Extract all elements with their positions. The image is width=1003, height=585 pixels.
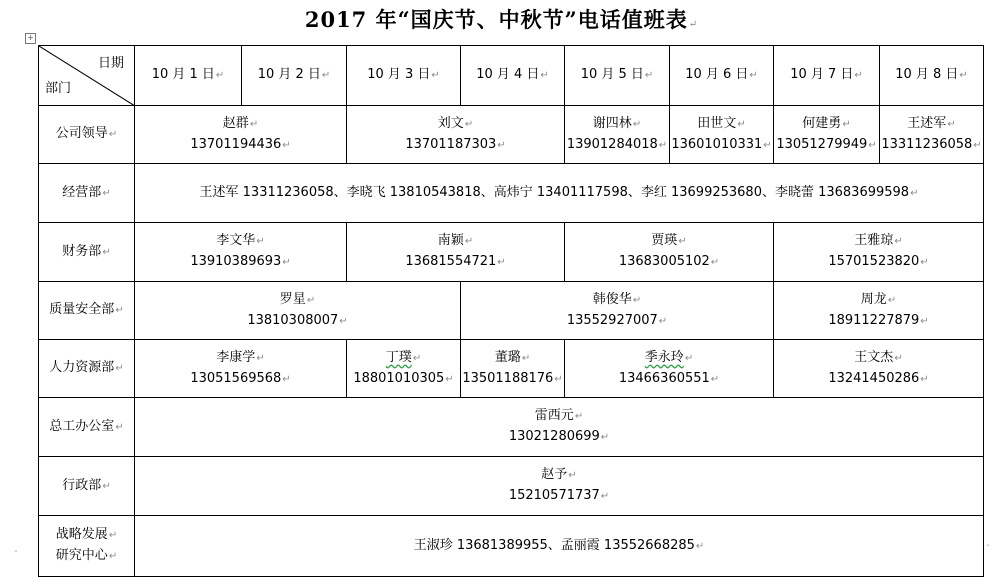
date-header-6: 10 月 6 日↵ [670,46,774,106]
dept-leaders: 公司领导↵ [39,106,135,164]
duty-cell: 董璐↵ 13501188176↵ [461,340,565,398]
duty-cell: 丁璞↵ 18801010305↵ [347,340,461,398]
duty-cell: 李康学↵ 13051569568↵ [135,340,347,398]
person-name: 丁璞 [385,349,412,365]
date-header-2: 10 月 2 日↵ [242,46,347,106]
dept-finance: 财务部↵ [39,223,135,282]
phone-number: 13021280699 [508,429,600,444]
phone-number: 13552927007 [566,312,658,328]
phone-number: 13910389693 [190,254,282,269]
phone-number: 13681554721 [405,254,497,269]
dept-quality: 质量安全部↵ [39,282,135,340]
phone-number: 13683005102 [618,254,710,269]
duty-cell: 季永玲↵ 13466360551↵ [565,340,774,398]
date-header-7: 10 月 7 日↵ [774,46,880,106]
phone-number: 18801010305 [353,370,445,386]
row-business [39,164,984,223]
duty-list: 王述军 13311236058、李晓飞 13810543818、高炜宁 13401117598、李红 13699253680、李晓蕾 13683699598 [199,184,910,200]
page-title: 2017 年“国庆节、中秋节”电话值班表↵ [304,7,699,32]
dept-business: 经营部↵ [39,164,135,223]
duty-cell: 罗星↵ 13810308007↵ [135,282,461,340]
date-label: 日期 [97,56,124,71]
duty-cell: 周龙↵ 18911227879↵ [774,282,984,340]
duty-cell: 王雅琼↵ 15701523820↵ [774,223,984,282]
dept-admin: 行政部↵ [39,457,135,516]
phone-number: 13051569568 [190,370,282,386]
dept-strategy: 战略发展↵ 研究中心↵ [39,516,135,577]
margin-mark: - [14,546,18,557]
person-name: 王雅琼 [854,233,894,248]
phone-number: 13601010331 [671,136,763,152]
phone-number: 13311236058 [881,136,973,152]
date-header-8: 10 月 8 日↵ [880,46,984,106]
duty-cell: 刘文↵ 13701187303↵ [347,106,565,164]
phone-number: 13241450286 [828,370,920,386]
person-name: 周龙 [860,291,887,307]
date-header-1: 10 月 1 日↵ [135,46,242,106]
duty-cell: 赵群↵ 13701194436↵ [135,106,347,164]
person-name: 谢四林 [592,115,632,131]
person-name: 王述军 [907,115,947,131]
person-name: 刘文 [437,115,464,131]
duty-cell: 王淑珍 13681389955、孟丽霞 13552668285↵ [135,516,984,577]
person-name: 南颖 [437,233,464,248]
person-name: 田世文 [697,115,737,131]
phone-number: 15701523820 [828,254,920,269]
duty-cell: 王文杰↵ 13241450286↵ [774,340,984,398]
phone-number: 13810308007 [247,312,339,328]
duty-cell: 李文华↵ 13910389693↵ [135,223,347,282]
person-name: 雷西元 [534,408,574,423]
date-header-5: 10 月 5 日↵ [565,46,670,106]
duty-cell: 南颖↵ 13681554721↵ [347,223,565,282]
person-name: 李文华 [216,233,256,248]
person-name: 何建勇 [802,115,842,131]
date-header-4: 10 月 4 日↵ [461,46,565,106]
phone-number: 15210571737 [508,488,600,503]
phone-number: 18911227879 [828,312,920,328]
duty-cell: 田世文↵ 13601010331↵ [670,106,774,164]
duty-cell: 赵予↵ 15210571737↵ [135,457,984,516]
duty-cell: 王述军↵ 13311236058↵ [880,106,984,164]
person-name: 李康学 [216,349,256,365]
row-leaders [39,106,984,164]
duty-cell: 韩俊华↵ 13552927007↵ [461,282,774,340]
phone-number: 13051279949 [776,136,868,152]
person-name: 董璐 [494,349,521,365]
person-name: 韩俊华 [592,291,632,307]
diagonal-header-cell [39,46,135,106]
person-name: 贾瑛 [651,233,678,248]
dept-hr: 人力资源部↵ [39,340,135,398]
row-finance [39,223,984,282]
row-quality [39,282,984,340]
row-admin [39,457,984,516]
table-move-handle-icon[interactable]: + [25,33,36,44]
phone-number: 13701194436 [190,136,282,152]
phone-number: 13501188176 [462,370,554,386]
phone-number: 13466360551 [618,370,710,386]
duty-list: 王淑珍 13681389955、孟丽霞 13552668285 [413,537,695,553]
margin-mark: - [986,540,990,551]
phone-number: 13901284018 [566,136,658,152]
duty-cell: 谢四林↵ 13901284018↵ [565,106,670,164]
duty-cell: 贾瑛↵ 13683005102↵ [565,223,774,282]
person-name: 季永玲 [644,349,684,365]
row-chief-office [39,398,984,457]
duty-cell: 王述军 13311236058、李晓飞 13810543818、高炜宁 13401117598、李红 13699253680、李晓蕾 13683699598↵ [135,164,984,223]
header-row [39,46,984,106]
date-header-3: 10 月 3 日↵ [347,46,461,106]
person-name: 王文杰 [854,349,894,365]
phone-number: 13701187303 [405,136,497,152]
duty-cell: 雷西元↵ 13021280699↵ [135,398,984,457]
person-name: 赵予 [541,467,568,482]
dept-label: 部门 [45,81,72,96]
duty-cell: 何建勇↵ 13051279949↵ [774,106,880,164]
row-hr [39,340,984,398]
row-strategy [39,516,984,577]
dept-chief-office: 总工办公室↵ [39,398,135,457]
duty-table [38,45,984,577]
person-name: 罗星 [279,291,306,307]
person-name: 赵群 [222,115,249,131]
